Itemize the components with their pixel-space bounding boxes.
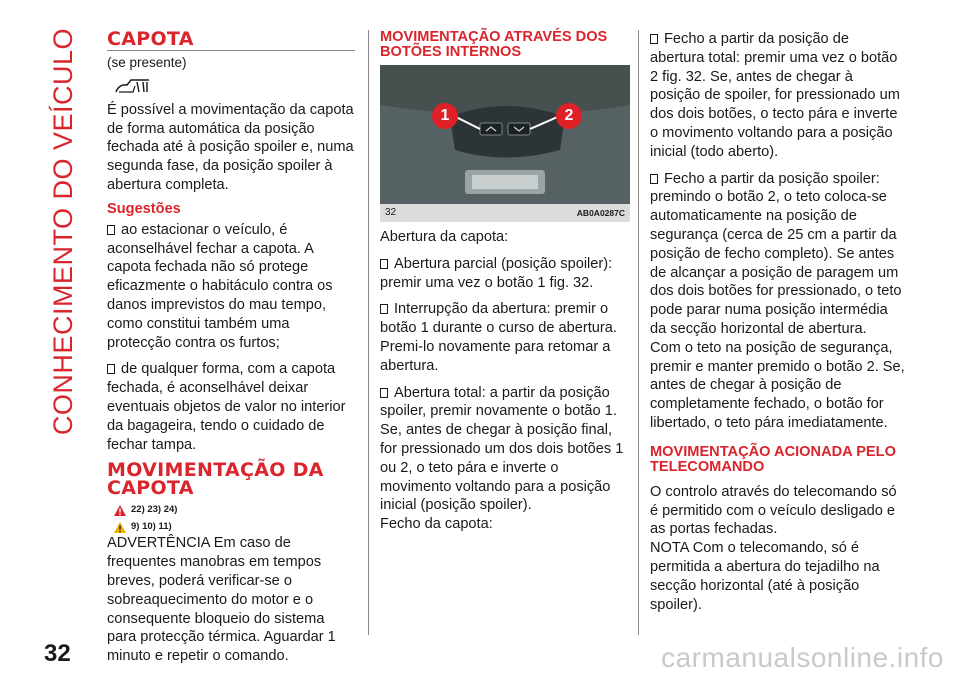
column-divider <box>638 30 639 635</box>
bullet-square-icon <box>107 225 115 235</box>
column-3 <box>650 30 905 614</box>
figure-caption <box>380 204 630 222</box>
bullet-square-icon <box>380 259 388 269</box>
figure-code: AB0A0287C <box>576 207 625 218</box>
section-title-capota: CAPOTA <box>107 30 355 51</box>
side-section-title: CONHECIMENTO DO VEÍCULO <box>47 28 78 436</box>
warning-refs-1: 22) 23) 24) <box>113 503 355 517</box>
watermark: carmanualsonline.info <box>661 642 944 673</box>
closing-label: Fecho da capota: <box>380 516 493 533</box>
bullet-square-icon <box>380 388 388 398</box>
column-divider <box>368 30 369 635</box>
warning-paragraph: ADVERTÊNCIA Em caso de frequentes manobras em tempos breves, poderá verificar-se o sobreaquecimento do motor e o consequente bloqueio do sistema para protecção térmica. Aguardar 1 minuto e repetir o comando. <box>107 535 336 665</box>
column-2 <box>380 30 630 534</box>
section-title-telecomando: MOVIMENTAÇÃO ACIONADA PELO TELECOMANDO <box>650 443 896 475</box>
page-number: 32 <box>44 640 71 667</box>
opening-label: Abertura da capota: <box>380 229 509 245</box>
callout-2: 2 <box>556 103 582 129</box>
closing-item: Fecho a partir da posição spoiler: premindo o botão 2, o teto coloca-se automaticamente na posição de segurança (cerca de 25 cm a partir da posição de fecho completo). Se antes de alcançar a posição de paragem um dos dois botões for pressionado, o teto pode parar numa posição intermédia da secção horizontal de abertura. <box>650 170 902 337</box>
bullet-square-icon <box>650 174 658 184</box>
section-title-movimentacao: MOVIMENTAÇÃO DA CAPOTA <box>107 459 324 500</box>
opening-item: Interrupção da abertura: premir o botão 1 durante o curso de abertura. Premi-lo novamente para retomar a abertura. <box>380 301 617 374</box>
callout-1: 1 <box>432 103 458 129</box>
tips-heading: Sugestões <box>107 200 181 217</box>
warning-triangle-icon <box>113 504 127 517</box>
opening-item: Abertura parcial (posição spoiler): premir uma vez o botão 1 fig. 32. <box>380 255 613 291</box>
section-title-botoes: MOVIMENTAÇÃO ATRAVÉS DOS BOTÕES INTERNOS <box>380 29 608 60</box>
column-1 <box>107 30 355 666</box>
note-paragraph: NOTA Com o telecomando, só é permitida a abertura do tejadilho na secção horizontal (até à posição spoiler). <box>650 540 880 613</box>
bullet-square-icon <box>650 34 658 44</box>
figure-32-photo <box>380 65 630 222</box>
convertible-roof-icon <box>113 75 355 97</box>
warning-refs-2: 9) 10) 11) <box>113 520 355 534</box>
tip-item: de qualquer forma, com a capota fechada, é aconselhável deixar eventuais objetos de valor no interior da bagageira, tendo o cuidado de fechar tampa. <box>107 361 346 453</box>
tip-item: ao estacionar o veículo, é aconselhável fechar a capota. A capota fechada não só protege eficazmente o habitáculo contra os danos imprevistos do mau tempo, como constitui também uma protecção contra os furtos; <box>107 221 333 351</box>
remote-paragraph: O controlo através do telecomando só é permitido com o veículo desligado e as portas fechadas. <box>650 483 897 538</box>
caution-triangle-icon <box>113 521 127 534</box>
figure-number: 32 <box>385 206 397 218</box>
opening-item: Abertura total: a partir da posição spoiler, premir novamente o botão 1. Se, antes de chegar à posição final, for pressionado um dos dois botões 1 ou 2, o teto pára e inverte o movimento voltando para a posição inicial (posição spoiler). <box>380 384 624 514</box>
bullet-square-icon <box>380 304 388 314</box>
intro-paragraph: É possível a movimentação da capota de forma automática da posição fechada até à posição spoiler e, numa segunda fase, da posição spoiler à abertura completa. <box>107 101 354 193</box>
bullet-square-icon <box>107 364 115 374</box>
safety-position-paragraph: Com o teto na posição de segurança, premir e manter premido o botão 2. Se, antes de chegar à posição de completamente fechado, o botão for libertado, o teto pára imediatamente. <box>650 339 905 431</box>
closing-item: Fecho a partir da posição de abertura total: premir uma vez o botão 2 fig. 32. Se, antes de chegar à posição de spoiler, for pressionado um dos dois botões, o tecto pára e inverte o movimento voltando para a posição inicial (todo aberto). <box>650 31 900 160</box>
section-subtitle: (se presente) <box>107 55 187 70</box>
